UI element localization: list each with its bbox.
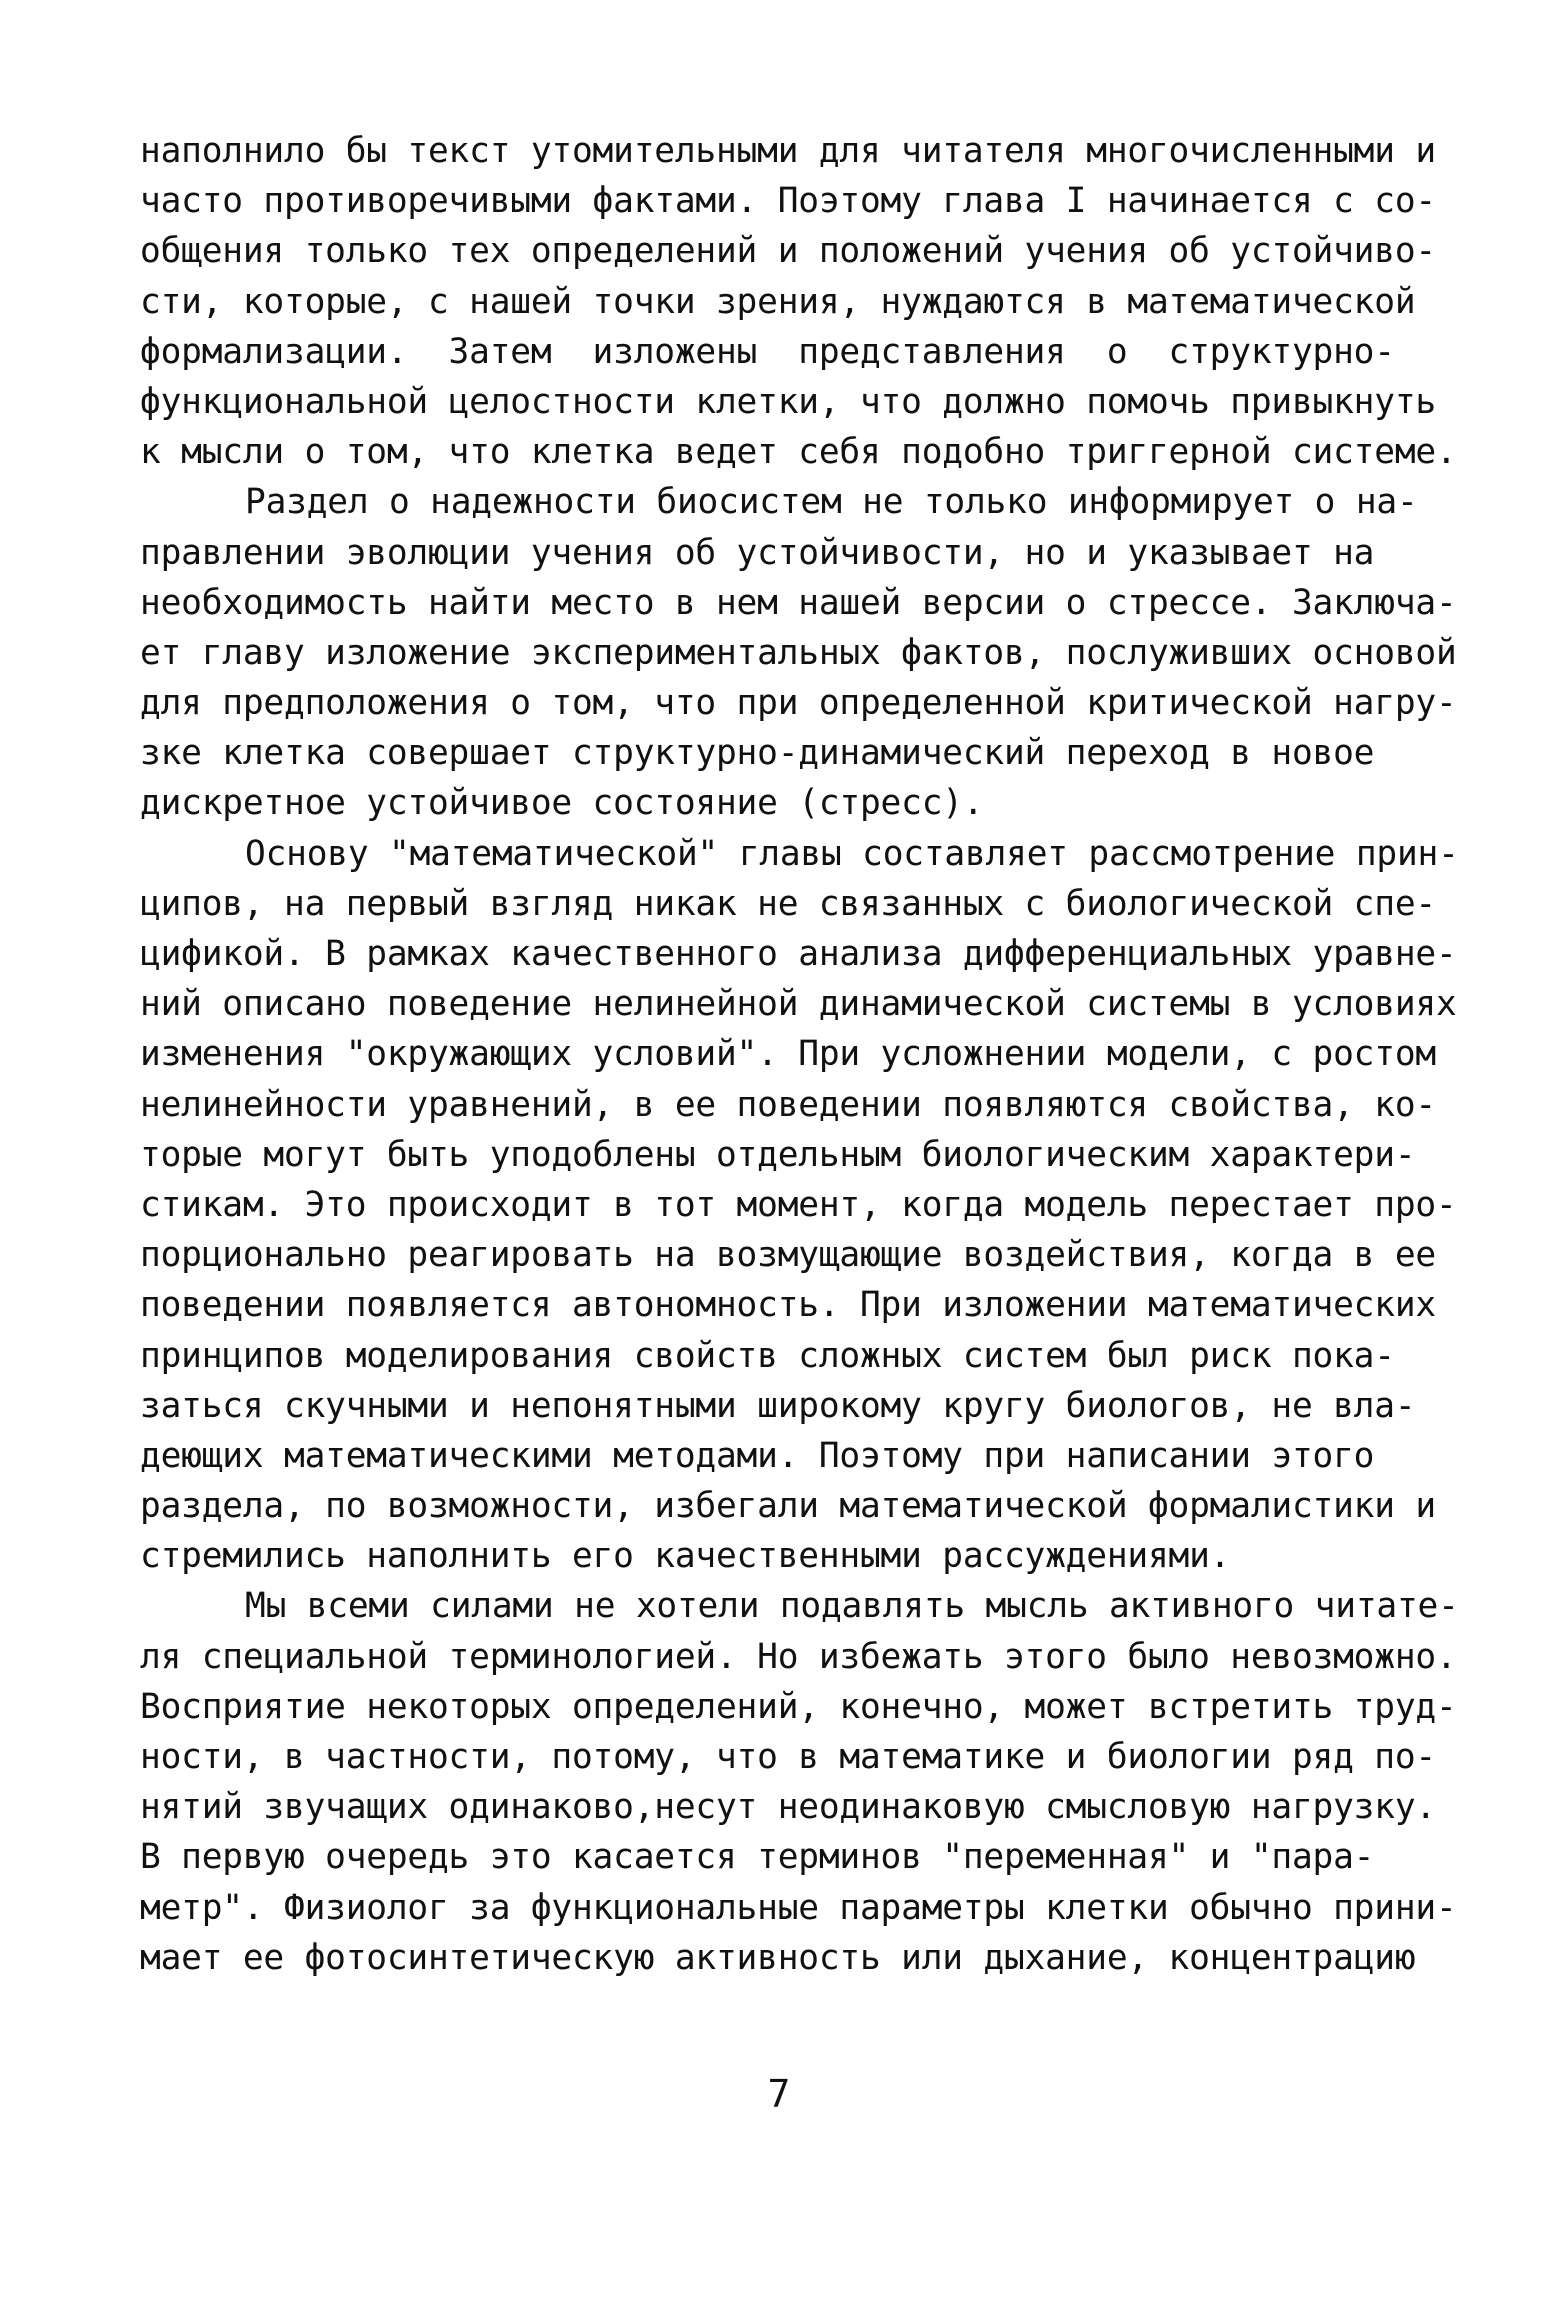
text-line: деющих математическими методами. Поэтому при написании этого <box>140 1435 1375 1476</box>
text-line: принципов моделирования свойств сложных систем был риск пока- <box>140 1335 1395 1376</box>
text-line: ности, в частности, потому, что в математике и биологии ряд по- <box>140 1737 1436 1777</box>
text-line: часто противоречивыми фактами. Поэтому глава I начинается с со- <box>140 181 1436 222</box>
text-line: поведении появляется автономность. При изложении математических <box>140 1285 1436 1326</box>
text-line: В первую очередь это касается терминов "переменная" и "пара- <box>140 1837 1375 1878</box>
text-line: цификой. В рамках качественного анализа дифференциальных уравне- <box>140 934 1457 974</box>
text-line: Восприятие некоторых определений, конечно, может встретить труд- <box>140 1686 1457 1727</box>
text-line: для предположения о том, что при определенной критической нагру- <box>140 683 1457 724</box>
body-text <box>140 126 1459 1983</box>
text-line: раздела, по возможности, избегали математической формалистики и <box>140 1486 1436 1527</box>
text-line: стикам. Это происходит в тот момент, когда модель перестает про- <box>140 1184 1457 1225</box>
paragraph-first-line: Раздел о надежности биосистем не только информирует о на- <box>245 482 1418 523</box>
text-line: зке клетка совершает структурно-динамический переход в новое <box>140 733 1375 774</box>
text-line: общения только тех определений и положений учения об устойчиво- <box>140 231 1436 272</box>
text-line: дискретное устойчивое состояние (стресс). <box>140 783 984 824</box>
page-number: 7 <box>767 2072 791 2116</box>
text-line: ет главу изложение экспериментальных фактов, послуживших основой <box>140 632 1457 673</box>
text-line: ципов, на первый взгляд никак не связанных с биологической спе- <box>140 883 1436 924</box>
text-line: стремились наполнить его качественными рассуждениями. <box>140 1536 1231 1577</box>
text-line: метр". Физиолог за функциональные параметры клетки обычно прини- <box>140 1887 1457 1928</box>
text-line: правлении эволюции учения об устойчивости, но и указывает на <box>140 532 1375 573</box>
text-line: необходимость найти место в нем нашей версии о стрессе. Заключа- <box>140 582 1457 623</box>
text-line: к мысли о том, что клетка ведет себя подобно триггерной системе. <box>140 432 1457 473</box>
text-line: ний описано поведение нелинейной динамической системы в условиях <box>140 984 1457 1025</box>
text-line: нятий звучащих одинаково,несут неодинаковую смысловую нагрузку. <box>140 1787 1436 1828</box>
text-line: нелинейности уравнений, в ее поведении появляются свойства, ко- <box>140 1084 1436 1125</box>
text-line: заться скучными и непонятными широкому кругу биологов, не вла- <box>140 1385 1416 1426</box>
text-line: торые могут быть уподоблены отдельным биологическим характери- <box>140 1134 1416 1175</box>
text-line: сти, которые, с нашей точки зрения, нуждаются в математической <box>140 281 1416 322</box>
text-line: мает ее фотосинтетическую активность или дыхание, концентрацию <box>140 1937 1416 1978</box>
paragraph-first-line: Мы всеми силами не хотели подавлять мысль активного читате- <box>245 1586 1459 1627</box>
text-line: формализации. Затем изложены представления о структурно- <box>140 331 1395 372</box>
text-line: порционально реагировать на возмущающие воздействия, когда в ее <box>140 1235 1436 1276</box>
text-line: наполнило бы текст утомительными для читателя многочисленными и <box>140 131 1436 171</box>
text-line: функциональной целостности клетки, что должно помочь привыкнуть <box>140 381 1436 422</box>
paragraph-first-line: Основу "математической" главы составляет рассмотрение прин- <box>245 833 1459 874</box>
text-line: ля специальной терминологией. Но избежать этого было невозможно. <box>140 1636 1457 1677</box>
text-line: изменения "окружающих условий". При усложнении модели, с ростом <box>140 1034 1436 1075</box>
